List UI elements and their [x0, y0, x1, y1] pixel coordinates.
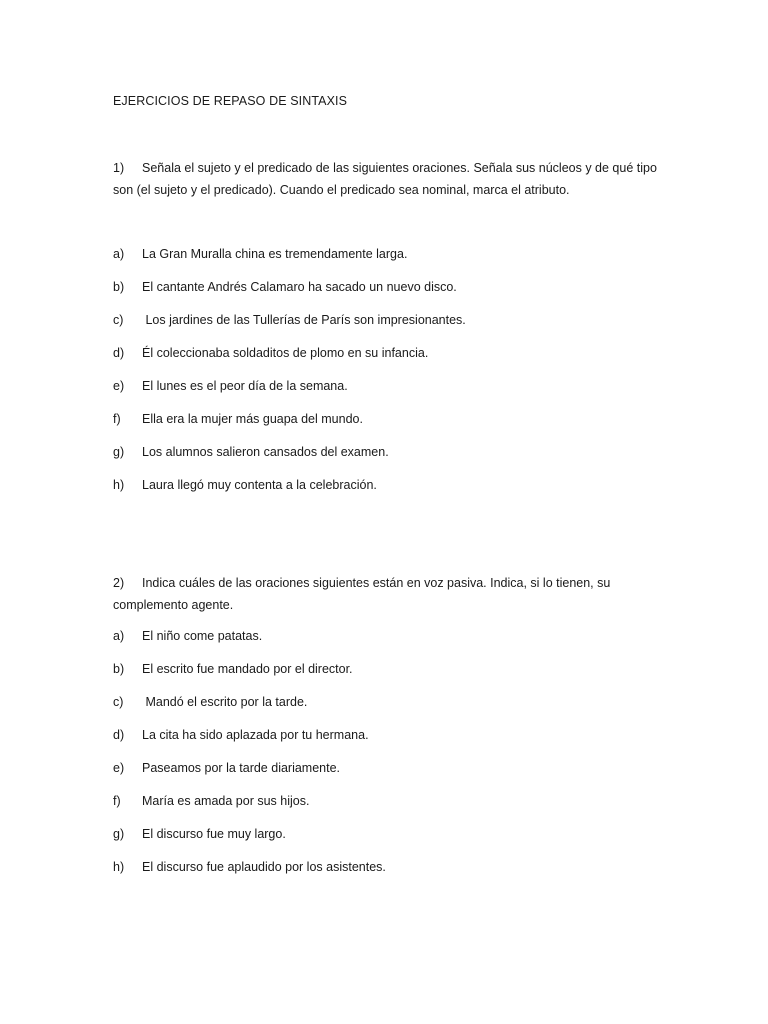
list-item [113, 625, 386, 658]
question-text: Indica cuáles de las oraciones siguientes están en voz pasiva. Indica, si lo tienen, su complemento agente. [113, 576, 611, 612]
list-item [113, 691, 386, 724]
item-label: b) [113, 280, 125, 294]
item-text: María es amada por sus hijos. [142, 794, 310, 808]
item-label: f) [113, 412, 121, 426]
item-text: La Gran Muralla china es tremendamente larga. [142, 247, 408, 261]
list-item [113, 474, 466, 507]
list-item [113, 441, 466, 474]
item-label: h) [113, 478, 125, 492]
item-text: El cantante Andrés Calamaro ha sacado un nuevo disco. [142, 280, 457, 294]
item-text: Laura llegó muy contenta a la celebración. [142, 478, 377, 492]
list-item [113, 790, 386, 823]
item-label: c) [113, 313, 124, 327]
item-label: g) [113, 827, 125, 841]
item-label: g) [113, 445, 125, 459]
item-label: d) [113, 728, 125, 742]
item-text: Ella era la mujer más guapa del mundo. [142, 412, 363, 426]
item-label: c) [113, 695, 124, 709]
list-item [113, 375, 466, 408]
item-text: El lunes es el peor día de la semana. [142, 379, 348, 393]
list-item [113, 658, 386, 691]
item-text: El discurso fue aplaudido por los asistentes. [142, 860, 386, 874]
question-text: Señala el sujeto y el predicado de las siguientes oraciones. Señala sus núcleos y de qué tipo son (el sujeto y el predicado). Cuando el predicado sea nominal, marca el atributo. [113, 161, 657, 197]
item-text: Paseamos por la tarde diariamente. [142, 761, 341, 775]
item-text: Los alumnos salieron cansados del examen. [142, 445, 389, 459]
question-1-prompt [113, 157, 658, 201]
list-item [113, 408, 466, 441]
item-label: a) [113, 629, 125, 643]
item-label: d) [113, 346, 125, 360]
question-2-items [113, 625, 386, 889]
list-item [113, 823, 386, 856]
item-text: El discurso fue muy largo. [142, 827, 286, 841]
item-label: f) [113, 794, 121, 808]
item-text: El escrito fue mandado por el director. [142, 662, 353, 676]
list-item [113, 856, 386, 889]
item-text: Mandó el escrito por la tarde. [142, 695, 308, 709]
item-text: El niño come patatas. [142, 629, 263, 643]
document-title: EJERCICIOS DE REPASO DE SINTAXIS [113, 94, 348, 108]
question-2-prompt [113, 572, 658, 616]
question-number: 1) [113, 161, 125, 175]
list-item [113, 757, 386, 790]
list-item [113, 342, 466, 375]
item-text: Los jardines de las Tullerías de París son impresionantes. [142, 313, 466, 327]
item-label: e) [113, 761, 125, 775]
list-item [113, 724, 386, 757]
list-item [113, 243, 466, 276]
item-label: a) [113, 247, 125, 261]
item-text: Él coleccionaba soldaditos de plomo en su infancia. [142, 346, 429, 360]
item-label: e) [113, 379, 125, 393]
item-label: h) [113, 860, 125, 874]
item-text: La cita ha sido aplazada por tu hermana. [142, 728, 369, 742]
item-label: b) [113, 662, 125, 676]
question-1-items [113, 243, 466, 507]
list-item [113, 309, 466, 342]
question-number: 2) [113, 576, 125, 590]
list-item [113, 276, 466, 309]
